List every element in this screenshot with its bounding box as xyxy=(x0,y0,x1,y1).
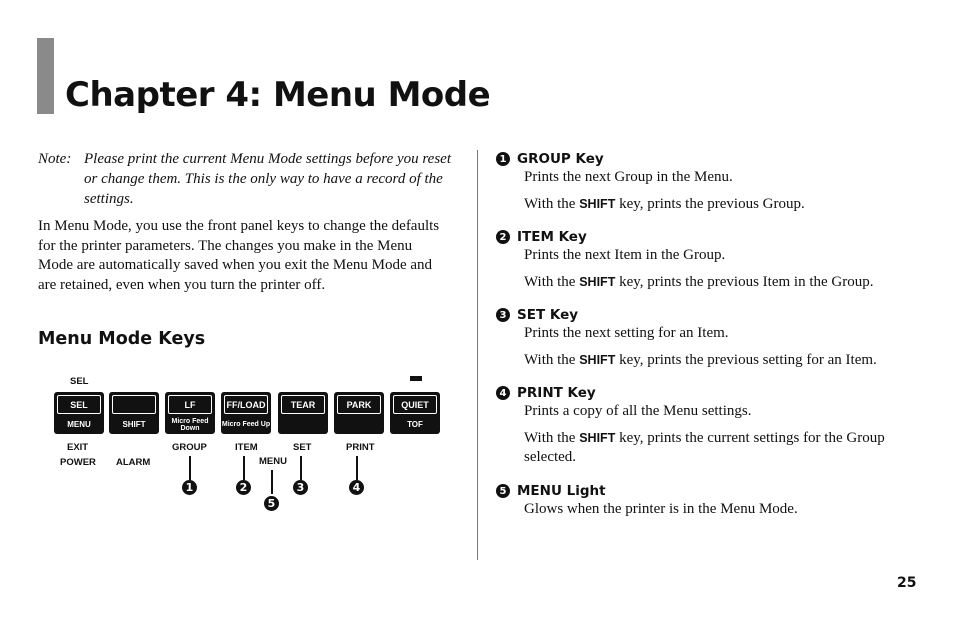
front-panel-diagram xyxy=(52,370,452,520)
entry-shift-description: With the SHIFT key, prints the previous setting for an Item. xyxy=(524,351,877,368)
item-label: ITEM xyxy=(235,442,258,453)
entry-menu-light xyxy=(496,482,926,520)
key-top-label: TEAR xyxy=(281,395,325,414)
set-pointer-line xyxy=(300,456,302,480)
note-text: Please print the current Menu Mode settings before you reset or change them. This is the only way to have a record of the settings. xyxy=(84,151,451,207)
key-bottom-label: TOF xyxy=(407,419,423,429)
entry-shift-description: With the SHIFT key, prints the current settings for the Group selected. xyxy=(524,429,885,465)
number-badge: 3 xyxy=(496,308,510,322)
exit-label: EXIT xyxy=(67,442,89,453)
page-number: 25 xyxy=(897,575,917,591)
key-bottom-label: Micro Feed Up xyxy=(221,421,271,428)
callout-2: 2 xyxy=(236,480,251,495)
menu-label: MENU xyxy=(259,456,287,467)
note xyxy=(38,149,458,209)
key-top-label: QUIET xyxy=(393,395,437,414)
sel-light-label: SEL xyxy=(70,376,89,387)
entry-title: SET Key xyxy=(517,307,579,323)
key-bottom-label: MENU xyxy=(67,419,91,429)
entry-title: PRINT Key xyxy=(517,385,596,401)
callout-3: 3 xyxy=(293,480,308,495)
key-top-label: PARK xyxy=(337,395,381,414)
power-label: POWER xyxy=(60,457,96,468)
entry-set-key xyxy=(496,306,926,370)
key-bottom-label xyxy=(278,415,328,434)
key-top-label: SEL xyxy=(57,395,101,414)
entry-title: ITEM Key xyxy=(517,229,587,245)
entry-group-key xyxy=(496,150,926,214)
menu-light-indicator xyxy=(410,376,422,381)
key-bottom-label: SHIFT xyxy=(122,419,146,429)
print-label: PRINT xyxy=(346,442,375,453)
shift-key xyxy=(109,392,159,434)
column-divider xyxy=(477,150,478,560)
sel-menu-key xyxy=(54,392,104,434)
park-key xyxy=(334,392,384,434)
key-bottom-label: Micro Feed Down xyxy=(171,417,209,432)
entry-description: Prints the next Item in the Group. xyxy=(524,247,726,263)
set-label: SET xyxy=(293,442,312,453)
group-pointer-line xyxy=(189,456,191,480)
key-top-label xyxy=(112,395,156,414)
entry-item-key xyxy=(496,228,926,292)
key-bottom-label xyxy=(334,415,384,434)
key-top-label: FF/LOAD xyxy=(224,395,268,414)
entry-title: MENU Light xyxy=(517,483,606,499)
number-badge: 4 xyxy=(496,386,510,400)
group-label: GROUP xyxy=(172,442,207,453)
menu-pointer-line xyxy=(271,470,273,494)
number-badge: 5 xyxy=(496,484,510,498)
section-heading: Menu Mode Keys xyxy=(38,329,206,349)
entry-shift-description: With the SHIFT key, prints the previous Group. xyxy=(524,195,805,212)
callout-4: 4 xyxy=(349,480,364,495)
entry-description: Prints the next Group in the Menu. xyxy=(524,169,733,185)
entry-title: GROUP Key xyxy=(517,151,604,167)
chapter-bar xyxy=(37,38,54,114)
note-label: Note: xyxy=(38,151,72,167)
entry-shift-description: With the SHIFT key, prints the previous Item in the Group. xyxy=(524,273,874,290)
alarm-label: ALARM xyxy=(116,457,151,468)
ff-load-key xyxy=(221,392,271,434)
print-pointer-line xyxy=(356,456,358,480)
entry-print-key xyxy=(496,384,896,468)
entry-description: Prints the next setting for an Item. xyxy=(524,325,729,341)
lf-key xyxy=(165,392,215,434)
intro-paragraph: In Menu Mode, you use the front panel keys to change the defaults for the printer parameters. The changes you make in the Menu Mode are automatically saved when you exit the Menu Mode and are retained, even when you turn the printer off. xyxy=(38,218,440,293)
number-badge: 1 xyxy=(496,152,510,166)
chapter-title: Chapter 4: Menu Mode xyxy=(65,75,491,115)
entry-description: Prints a copy of all the Menu settings. xyxy=(524,403,752,419)
callout-1: 1 xyxy=(182,480,197,495)
tear-key xyxy=(278,392,328,434)
item-pointer-line xyxy=(243,456,245,480)
entry-description: Glows when the printer is in the Menu Mode. xyxy=(524,501,798,517)
quiet-tof-key xyxy=(390,392,440,434)
key-top-label: LF xyxy=(168,395,212,414)
number-badge: 2 xyxy=(496,230,510,244)
callout-5: 5 xyxy=(264,496,279,511)
